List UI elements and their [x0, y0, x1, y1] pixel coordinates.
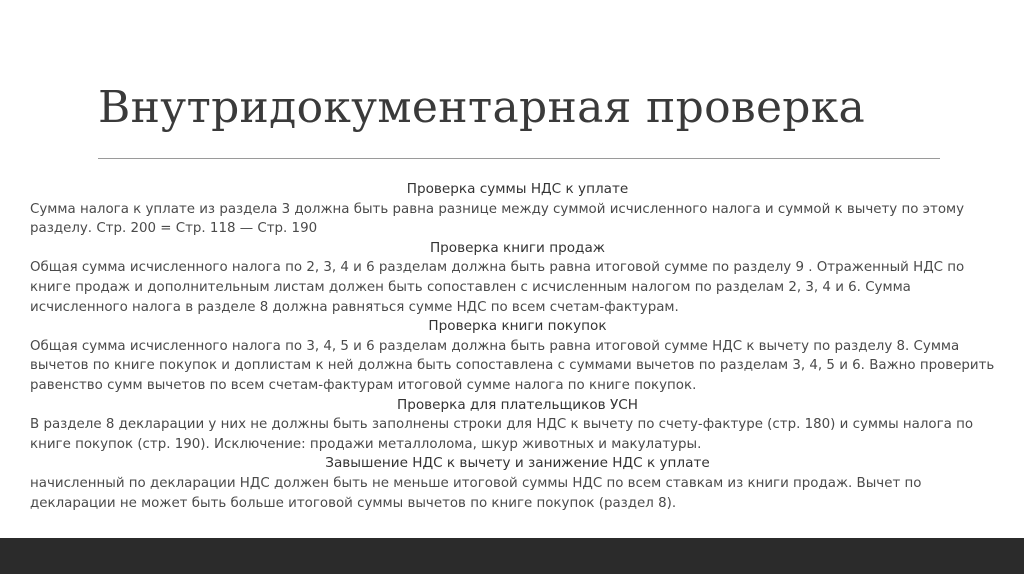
section-text-usn-payers: В разделе 8 декларации у них не должны быть заполнены строки для НДС к вычету по счету-фактуре (стр. 180) и суммы налога по книге покупок (стр. 190). Исключение: продажи металлолома, шкур животных и макулатуры.	[30, 417, 974, 452]
section-text-sales-book: Общая сумма исчисленного налога по 2, 3, 4 и 6 разделам должна быть равна итоговой сумме по разделу 9 . Отраженный НДС по книге продаж и дополнительным листам должен быть сопоставлен с исчисленным налогом по разделам 2, 3, 4 и 6. Сумма исчисленного налога в разделе 8 должна равняться сумме НДС по всем счетам-фактурам.	[30, 260, 965, 315]
section-text-purchase-book: Общая сумма исчисленного налога по 3, 4, 5 и 6 разделам должна быть равна итоговой сумме НДС к вычету по разделу 8. Сумма вычетов по книге покупок и доплистам к ней должна быть сопоставлена с суммами вычетов по разделам 3, 4, 5 и 6. Важно проверить равенство сумм вычетов по всем счетам-фактурам итоговой сумме налога по книге покупок.	[30, 338, 995, 393]
section-heading-sales-book: Проверка книги продаж	[429, 239, 606, 256]
page-title: Внутридокументарная проверка	[98, 82, 866, 133]
title-divider	[98, 158, 940, 159]
section-heading-usn-payers: Проверка для плательщиков УСН	[396, 396, 638, 413]
section-heading-overstatement: Завышение НДС к вычету и занижение НДС к уплате	[325, 455, 710, 472]
footer-bar	[0, 538, 1024, 574]
section-text-vat-payable: Сумма налога к уплате из раздела 3 должна быть равна разнице между суммой исчисленного налога и суммой к вычету по этому разделу. Стр. 200 = Стр. 118 — Стр. 190	[30, 201, 965, 237]
section-text-overstatement: начисленный по декларации НДС должен быть не меньше итоговой суммы НДС по всем ставкам из книги продаж. Вычет по декларации не может быть больше итоговой суммы вычетов по книге покупок (раздел 8).	[30, 475, 922, 511]
slide-content	[30, 180, 1005, 513]
section-heading-vat-payable: Проверка суммы НДС к уплате	[406, 181, 629, 197]
section-heading-purchase-book: Проверка книги покупок	[428, 318, 607, 335]
